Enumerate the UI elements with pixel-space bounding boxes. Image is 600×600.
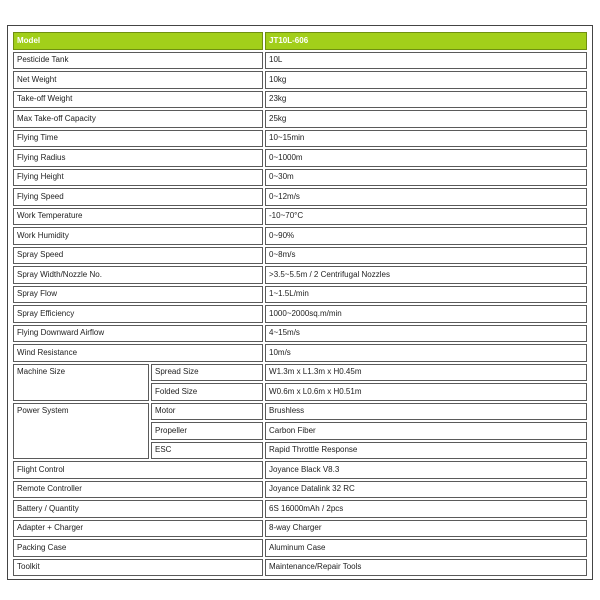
- spec-label: Work Temperature: [13, 208, 263, 226]
- table-row: [13, 559, 587, 577]
- table-row: [13, 325, 587, 343]
- spec-value: Maintenance/Repair Tools: [265, 559, 587, 577]
- spec-sub-label: Folded Size: [151, 383, 263, 401]
- table-row: [13, 364, 587, 382]
- spec-value: Rapid Throttle Response: [265, 442, 587, 460]
- spec-label: Spray Efficiency: [13, 305, 263, 323]
- spec-label: Pesticide Tank: [13, 52, 263, 70]
- table-row: [13, 481, 587, 499]
- spec-sub-label: ESC: [151, 442, 263, 460]
- table-row: [13, 344, 587, 362]
- spec-value: 8-way Charger: [265, 520, 587, 538]
- spec-label: Wind Resistance: [13, 344, 263, 362]
- spec-value: 10L: [265, 52, 587, 70]
- spec-value: Joyance Black V8.3: [265, 461, 587, 479]
- spec-value: -10~70°C: [265, 208, 587, 226]
- spec-value: 0~1000m: [265, 149, 587, 167]
- spec-label: Flying Speed: [13, 188, 263, 206]
- spec-value: 6S 16000mAh / 2pcs: [265, 500, 587, 518]
- table-row: [13, 71, 587, 89]
- spec-label: Spray Flow: [13, 286, 263, 304]
- table-row: [13, 130, 587, 148]
- spec-label: Flight Control: [13, 461, 263, 479]
- spec-label: Take-off Weight: [13, 91, 263, 109]
- table-row: [13, 227, 587, 245]
- spec-value: Aluminum Case: [265, 539, 587, 557]
- spec-value: 0~30m: [265, 169, 587, 187]
- spec-value: 10m/s: [265, 344, 587, 362]
- spec-label: Work Humidity: [13, 227, 263, 245]
- spec-value: 10~15min: [265, 130, 587, 148]
- spec-value: 0~90%: [265, 227, 587, 245]
- spec-value: 1~1.5L/min: [265, 286, 587, 304]
- spec-label: Flying Downward Airflow: [13, 325, 263, 343]
- spec-label: Net Weight: [13, 71, 263, 89]
- table-row: [13, 500, 587, 518]
- spec-value: >3.5~5.5m / 2 Centrifugal Nozzles: [265, 266, 587, 284]
- spec-value: 1000~2000sq.m/min: [265, 305, 587, 323]
- spec-sub-label: Motor: [151, 403, 263, 421]
- spec-sub-label: Spread Size: [151, 364, 263, 382]
- spec-label: Spray Width/Nozzle No.: [13, 266, 263, 284]
- table-row: [13, 539, 587, 557]
- spec-label: Spray Speed: [13, 247, 263, 265]
- spec-label: Flying Time: [13, 130, 263, 148]
- table-header-row: [13, 32, 587, 50]
- spec-value: W0.6m x L0.6m x H0.51m: [265, 383, 587, 401]
- spec-value: Joyance Datalink 32 RC: [265, 481, 587, 499]
- spec-value: W1.3m x L1.3m x H0.45m: [265, 364, 587, 382]
- spec-value: 0~8m/s: [265, 247, 587, 265]
- spec-label: Flying Radius: [13, 149, 263, 167]
- table-row: [13, 286, 587, 304]
- table-row: [13, 208, 587, 226]
- spec-table: [11, 30, 589, 578]
- spec-value: 25kg: [265, 110, 587, 128]
- spec-group-label: Machine Size: [13, 364, 149, 401]
- spec-sub-label: Propeller: [151, 422, 263, 440]
- table-row: [13, 169, 587, 187]
- spec-value: Brushless: [265, 403, 587, 421]
- spec-label: Toolkit: [13, 559, 263, 577]
- spec-value: Carbon Fiber: [265, 422, 587, 440]
- table-row: [13, 305, 587, 323]
- table-row: [13, 266, 587, 284]
- table-row: [13, 520, 587, 538]
- spec-value: 0~12m/s: [265, 188, 587, 206]
- table-row: [13, 403, 587, 421]
- spec-value: 4~15m/s: [265, 325, 587, 343]
- table-row: [13, 188, 587, 206]
- spec-label: Packing Case: [13, 539, 263, 557]
- spec-value: 10kg: [265, 71, 587, 89]
- spec-label: Flying Height: [13, 169, 263, 187]
- spec-label: Battery / Quantity: [13, 500, 263, 518]
- table-row: [13, 149, 587, 167]
- spec-group-label: Power System: [13, 403, 149, 460]
- spec-label: Max Take-off Capacity: [13, 110, 263, 128]
- spec-label: Remote Controller: [13, 481, 263, 499]
- spec-label: Adapter + Charger: [13, 520, 263, 538]
- table-row: [13, 110, 587, 128]
- header-value: JT10L-606: [265, 32, 587, 50]
- spec-value: 23kg: [265, 91, 587, 109]
- table-row: [13, 247, 587, 265]
- table-row: [13, 461, 587, 479]
- header-label: Model: [13, 32, 263, 50]
- spec-table-body: [13, 32, 587, 576]
- table-row: [13, 52, 587, 70]
- table-row: [13, 91, 587, 109]
